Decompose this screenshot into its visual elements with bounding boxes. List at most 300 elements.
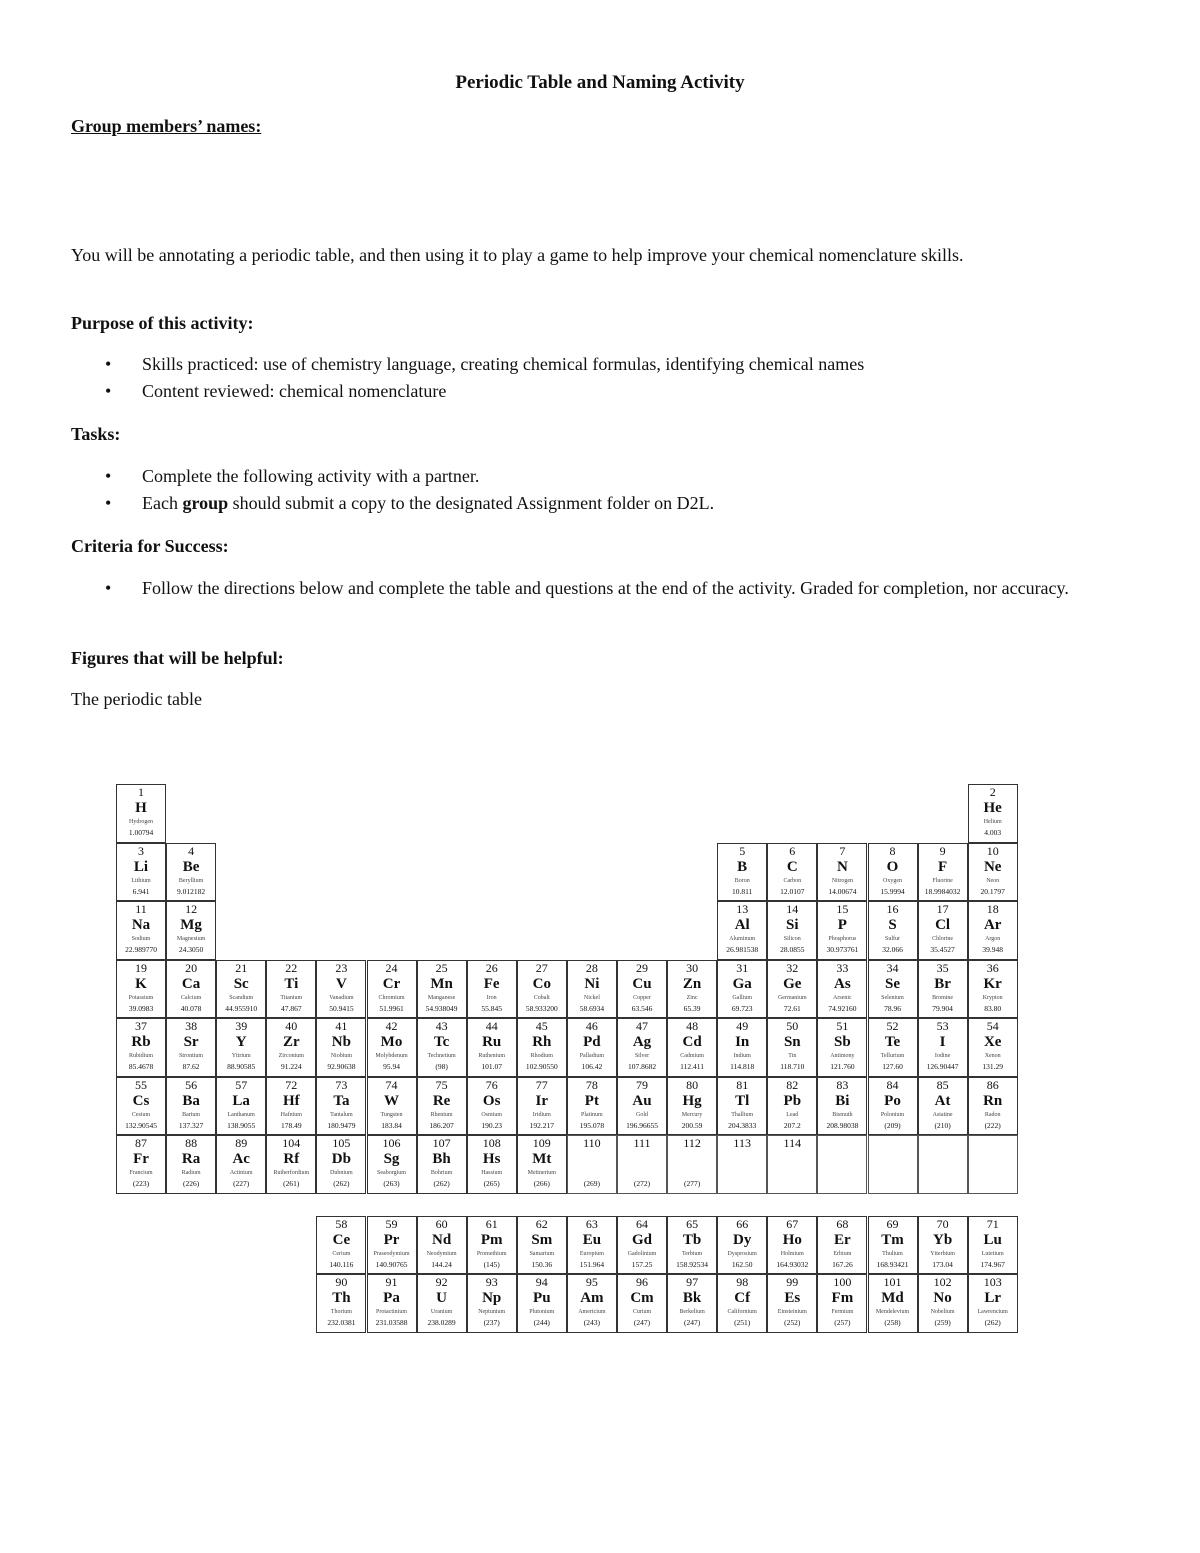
element-name: Vanadium [329,994,354,1001]
element-symbol: Au [632,1092,652,1109]
atomic-mass: 137.327 [178,1120,204,1130]
element-symbol: La [232,1092,250,1109]
element-symbol: Tc [433,1034,450,1050]
element-symbol: Er [834,1231,851,1248]
element-name: Potassium [128,994,154,1001]
element-symbol: Yb [933,1231,953,1248]
atomic-mass: (98) [435,1062,448,1071]
element-name: Bohrium [430,1170,453,1176]
atomic-number: 41 [335,1019,348,1033]
element-name: Cobalt [533,994,550,1001]
element-cell [717,1018,767,1077]
element-cell [918,1216,968,1275]
element-name: Ruthenium [478,1053,506,1059]
element-symbol: Si [786,917,799,933]
element-cell [367,1018,417,1077]
atomic-mass: 30.973761 [826,945,859,954]
atomic-mass: 192.217 [529,1120,554,1130]
atomic-mass: 4.003 [984,828,1002,837]
atomic-number: 43 [435,1019,448,1033]
element-name: Nobelium [930,1309,955,1315]
atomic-number: 47 [636,1019,648,1033]
element-cell [918,901,968,960]
element-cell [417,1274,467,1333]
element-name: Helium [983,819,1002,825]
element-name: Uranium [430,1309,453,1315]
element-cell [868,1135,918,1194]
element-cell [467,1216,517,1275]
atomic-mass: (277) [683,1179,701,1188]
atomic-mass: 118.710 [780,1062,805,1071]
element-name: Antimony [830,1053,855,1059]
figure-caption: The periodic table [71,689,202,709]
atomic-number: 103 [983,1275,1002,1289]
atomic-mass: 106.42 [581,1062,603,1071]
element-symbol: Hs [482,1151,501,1167]
atomic-number: 35 [936,960,949,975]
element-symbol: Al [734,917,750,933]
element-cell [266,1018,316,1077]
atomic-mass: 20.1797 [980,886,1005,896]
element-name: Gallium [732,994,753,1001]
atomic-number: 10 [986,843,999,858]
atomic-mass: 208.98038 [826,1120,859,1130]
element-name: Hassium [481,1170,503,1176]
atomic-number: 74 [385,1077,398,1092]
atomic-number: 107 [432,1136,451,1150]
element-cell [667,1216,717,1275]
atomic-number: 8 [889,843,896,858]
element-name: Krypton [982,994,1003,1001]
element-cell [517,1216,567,1275]
element-cell [817,1274,867,1333]
element-symbol: Kr [983,975,1002,992]
element-name: Palladium [579,1053,605,1059]
atomic-number: 12 [185,902,198,916]
element-name: Aluminum [729,936,756,942]
element-name: Scandium [229,994,254,1001]
element-symbol: Sg [383,1151,400,1167]
atomic-mass: 58.6934 [579,1003,605,1013]
element-name: Radon [984,1111,1001,1118]
element-symbol: Bh [432,1151,451,1167]
atomic-number: 57 [235,1077,248,1092]
element-symbol: Mg [180,917,202,933]
element-symbol: Th [332,1290,351,1306]
element-symbol: Lu [983,1231,1002,1248]
element-cell [467,1135,517,1194]
element-symbol: Es [784,1290,801,1306]
atomic-mass: 24.3050 [178,945,204,954]
element-cell [717,843,767,902]
element-cell [918,960,968,1019]
list-item: • Follow the directions below and complete the table and questions at the end of the activity. Graded for completion, nor accuracy. [71,575,1129,602]
element-name: Iron [486,994,497,1001]
element-cell [767,1274,817,1333]
element-cell [717,1135,767,1194]
atomic-number: 114 [783,1136,802,1150]
element-cell [467,1018,517,1077]
atomic-mass: 121.760 [830,1062,855,1071]
periodic-table [116,784,1018,1332]
element-symbol: Ni [584,975,600,992]
atomic-number: 9 [939,843,946,858]
element-cell [617,960,667,1019]
atomic-number: 67 [786,1216,799,1231]
element-symbol: F [938,858,948,875]
atomic-mass: 78.96 [884,1003,901,1013]
element-cell [567,1077,617,1136]
element-name: Thulium [882,1250,903,1257]
element-cell [817,960,867,1019]
element-name: Yttrium [231,1053,251,1059]
element-symbol: Rh [532,1034,552,1050]
task-text-post: should submit a copy to the designated Assignment folder on D2L. [228,493,715,513]
atomic-number: 111 [633,1136,651,1150]
atomic-mass: (261) [283,1179,300,1188]
element-cell [918,843,968,902]
element-name: Hydrogen [129,819,153,825]
atomic-mass: 35.4527 [930,945,955,954]
atomic-number: 20 [185,960,198,975]
list-item: • Complete the following activity with a partner. [71,463,1129,490]
element-cell [517,960,567,1019]
element-name: Sodium [131,936,151,942]
element-symbol: Mn [430,975,453,992]
element-name: Manganese [427,994,456,1001]
element-name: Mendelevium [875,1309,910,1315]
atomic-mass: 174.967 [980,1259,1005,1269]
element-cell [116,784,166,843]
element-cell [968,1077,1018,1136]
element-cell [316,1018,366,1077]
atomic-mass: 200.59 [681,1120,703,1130]
atomic-mass: (263) [383,1179,400,1188]
element-name: Promethium [476,1250,507,1257]
atomic-number: 63 [585,1216,598,1231]
atomic-mass: (145) [483,1259,500,1269]
atomic-mass: 140.90765 [375,1259,408,1269]
atomic-mass: (272) [633,1179,651,1188]
atomic-number: 50 [786,1019,799,1033]
atomic-mass: (209) [884,1120,901,1130]
element-name: Lead [786,1111,799,1118]
atomic-number: 16 [886,902,899,916]
atomic-number: 25 [435,960,448,975]
element-name: Molybdenum [375,1053,408,1059]
element-cell [817,1135,867,1194]
element-cell [467,1274,517,1333]
element-name: Copper [633,994,651,1001]
atomic-number: 1 [138,785,144,799]
atomic-mass: 63.546 [631,1003,653,1013]
atomic-mass: 167.26 [832,1259,853,1269]
element-name: Dysprosium [727,1250,757,1257]
atomic-number: 26 [485,960,498,975]
atomic-mass: 1.00794 [128,828,154,837]
element-name: Holmium [780,1250,804,1257]
atomic-mass: 51.9961 [379,1003,404,1013]
element-cell [367,1077,417,1136]
element-cell [968,1216,1018,1275]
element-cell [817,1077,867,1136]
atomic-mass: (243) [583,1318,601,1327]
page-title: Periodic Table and Naming Activity [455,72,745,93]
element-symbol: Sm [531,1231,553,1248]
atomic-number: 83 [836,1077,849,1092]
atomic-mass: (223) [132,1179,150,1188]
element-cell [367,960,417,1019]
element-cell [216,1135,266,1194]
atomic-number: 51 [836,1019,849,1033]
element-name: Neodymium [426,1250,457,1257]
element-cell [968,960,1018,1019]
element-symbol: Be [182,858,200,875]
element-name: Calcium [180,994,202,1001]
element-name: Einsteinium [777,1309,807,1315]
element-symbol: Sc [233,975,249,992]
atomic-number: 106 [382,1136,401,1150]
atomic-mass: 132.90545 [125,1120,157,1130]
element-name: Barium [182,1111,201,1118]
element-cell [717,901,767,960]
element-symbol: Ir [535,1092,549,1109]
element-symbol: H [135,800,147,816]
atomic-number: 97 [686,1275,699,1289]
element-symbol: Am [580,1290,604,1306]
atomic-number: 56 [185,1077,198,1092]
element-symbol: Nd [432,1231,452,1248]
element-name: Erbium [833,1250,852,1257]
element-name: Zinc [686,994,698,1001]
element-symbol: V [335,975,347,992]
atomic-number: 34 [886,960,899,975]
element-cell [817,1216,867,1275]
element-cell [116,901,166,960]
element-symbol: Ar [983,917,1002,933]
element-cell [617,1135,667,1194]
element-symbol: Ne [983,858,1002,875]
atomic-number: 6 [789,843,796,858]
element-symbol: Rb [131,1034,151,1050]
element-cell [216,960,266,1019]
element-name: Polonium [880,1111,905,1118]
atomic-mass: 18.9984032 [924,886,961,896]
atomic-number: 3 [138,843,144,858]
atomic-number: 2 [989,785,996,799]
element-cell [517,1077,567,1136]
element-name: Cerium [332,1250,351,1257]
atomic-mass: 88.90585 [227,1062,256,1071]
element-name: Neon [986,877,1000,884]
tasks-heading: Tasks: [71,424,121,444]
atomic-mass: 28.0855 [780,945,805,954]
atomic-mass: 79.904 [932,1003,953,1013]
atomic-number: 71 [986,1216,999,1231]
atomic-mass: 58.933200 [525,1003,558,1013]
element-name: Radium [181,1170,201,1176]
element-cell [868,1216,918,1275]
element-name: Sulfur [885,936,900,942]
element-name: Beryllium [178,877,204,884]
element-symbol: Bk [682,1290,702,1306]
atomic-number: 27 [535,960,548,975]
element-symbol: Cs [132,1092,150,1109]
atomic-mass: (252) [784,1318,801,1327]
atomic-number: 62 [535,1216,548,1231]
element-cell [166,960,216,1019]
element-cell [968,784,1018,843]
element-name: Curium [632,1309,652,1315]
atomic-number: 45 [535,1019,548,1033]
element-name: Strontium [179,1053,204,1059]
atomic-mass: 180.9479 [327,1120,356,1130]
element-cell [567,1018,617,1077]
figures-heading: Figures that will be helpful: [71,648,284,668]
atomic-number: 79 [636,1077,648,1092]
atomic-number: 52 [886,1019,899,1033]
element-cell [617,1077,667,1136]
element-cell [918,1077,968,1136]
element-cell [968,1018,1018,1077]
atomic-number: 53 [936,1019,949,1033]
element-symbol: Xe [983,1034,1002,1050]
atomic-number: 108 [482,1136,501,1150]
element-name: Lithium [131,877,151,884]
atomic-number: 98 [736,1275,749,1289]
atomic-number: 61 [485,1216,498,1231]
element-symbol: Eu [582,1231,602,1248]
atomic-mass: 112.411 [680,1062,704,1071]
atomic-mass: (258) [884,1318,901,1327]
atomic-mass: 83.80 [984,1003,1002,1013]
element-cell [567,1216,617,1275]
element-symbol: Cr [382,975,401,992]
atomic-number: 82 [786,1077,799,1092]
element-name: Nickel [583,994,600,1001]
element-symbol: No [933,1290,952,1306]
atomic-mass: 72.61 [783,1003,801,1013]
tasks-list [71,463,1129,517]
element-cell [216,1018,266,1077]
atomic-mass: 26.981538 [726,945,759,954]
atomic-number: 55 [135,1077,147,1092]
element-cell [116,843,166,902]
element-name: Platinum [581,1111,603,1118]
atomic-mass: 231.03588 [375,1318,408,1327]
atomic-mass: 158.92534 [676,1259,709,1269]
criteria-heading: Criteria for Success: [71,536,229,556]
element-cell [266,1077,316,1136]
element-cell [868,843,918,902]
element-cell [316,1135,366,1194]
atomic-number: 38 [185,1019,198,1033]
element-cell [216,1077,266,1136]
element-name: Lutetium [981,1250,1004,1257]
atomic-number: 104 [282,1136,301,1150]
element-name: Boron [734,877,750,884]
task-text-bold: group [182,493,229,513]
element-symbol: Ca [181,975,201,992]
atomic-number: 65 [686,1216,699,1231]
atomic-number: 96 [636,1275,648,1289]
element-symbol: K [135,975,147,992]
element-cell [817,1018,867,1077]
element-cell [968,843,1018,902]
element-name: Ytterbium [930,1250,955,1257]
element-name: Gold [636,1111,648,1118]
element-name: Argon [985,936,1001,942]
atomic-number: 85 [936,1077,949,1092]
element-symbol: Bi [835,1092,850,1109]
atomic-mass: (247) [633,1318,651,1327]
atomic-number: 4 [188,843,195,858]
atomic-mass: (257) [834,1318,851,1327]
element-cell [667,960,717,1019]
element-symbol: Zn [682,975,702,992]
atomic-mass: 190.23 [481,1120,502,1130]
element-name: Chromium [378,994,405,1001]
element-cell [367,1135,417,1194]
atomic-mass: (262) [333,1179,350,1188]
element-cell [517,1135,567,1194]
atomic-number: 15 [836,902,849,916]
purpose-list [71,351,1129,405]
element-name: Seaborgium [377,1170,406,1176]
atomic-number: 24 [385,960,398,975]
element-cell [968,1135,1018,1194]
element-name: Hafnium [280,1111,302,1118]
atomic-number: 58 [335,1216,348,1231]
element-symbol: C [786,858,798,875]
element-name: Astatine [932,1111,953,1118]
atomic-number: 48 [686,1019,699,1033]
atomic-number: 21 [235,960,248,975]
element-name: Bromine [932,994,954,1001]
element-symbol: Pr [383,1231,400,1248]
atomic-number: 77 [535,1077,548,1092]
atomic-number: 29 [636,960,648,975]
element-cell [817,843,867,902]
element-name: Phosphorus [828,936,857,942]
atomic-mass: 87.62 [182,1062,200,1071]
atomic-mass: 6.941 [132,886,150,896]
element-name: Osmium [481,1111,503,1118]
atomic-mass: 50.9415 [329,1003,354,1013]
element-name: Tellurium [880,1053,905,1059]
element-name: Indium [733,1053,751,1059]
element-cell [467,960,517,1019]
atomic-mass: (259) [934,1318,951,1327]
element-cell [717,1274,767,1333]
element-cell [166,1018,216,1077]
element-cell [868,1018,918,1077]
atomic-number: 11 [135,902,147,916]
atomic-number: 90 [335,1275,348,1289]
atomic-number: 113 [733,1136,751,1150]
element-name: Fluorine [932,877,953,884]
element-name: Gadolinium [627,1250,657,1257]
element-symbol: Md [881,1290,904,1306]
atomic-number: 94 [535,1275,548,1289]
atomic-mass: (237) [483,1318,500,1327]
element-name: Berkelium [679,1309,705,1315]
element-symbol: Ru [482,1034,502,1050]
element-symbol: Ti [284,975,299,992]
element-symbol: Tb [682,1231,702,1248]
element-symbol: Te [884,1034,901,1050]
atomic-mass: 138.9055 [227,1120,256,1130]
